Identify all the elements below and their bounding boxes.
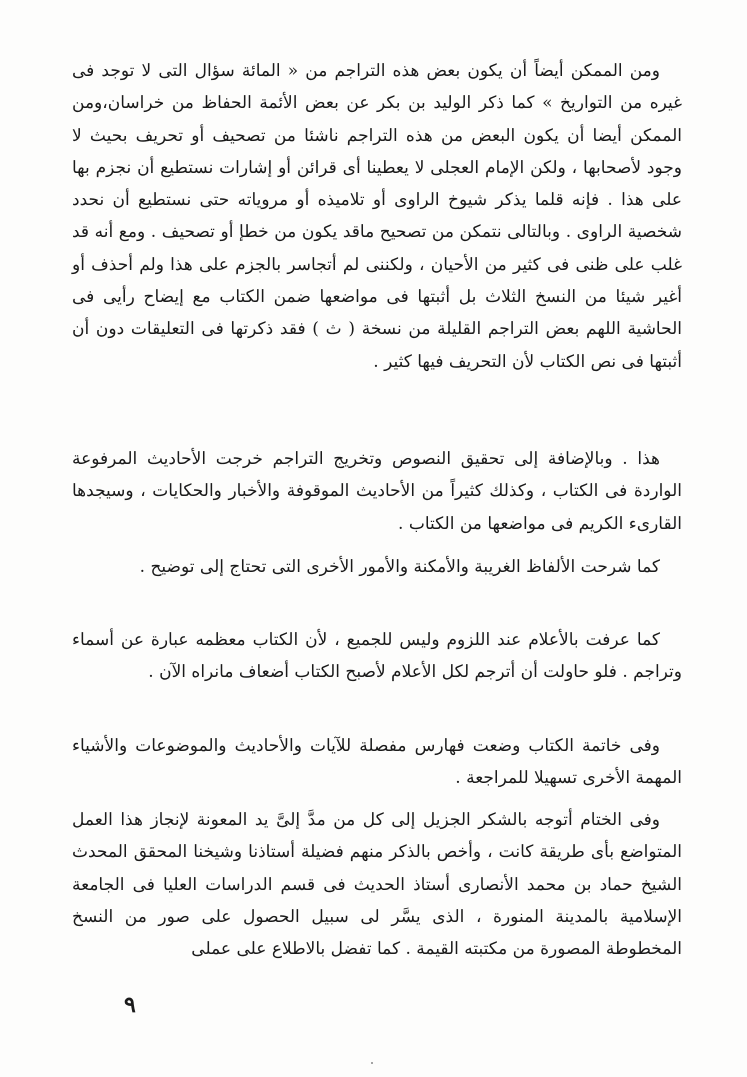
paragraph-6: وفى الختام أتوجه بالشكر الجزيل إلى كل من مدَّ إلىَّ يد المعونة لإنجاز هذا العمل المتواضع بأى طريقة كانت ، وأخص بالذكر منهم فضيلة أستاذنا وشيخنا المحقق المحدث الشيخ حماد بن محمد الأنصارى أستاذ الحديث فى قسم الدراسات العليا فى الجامعة الإسلامية بالمدينة المنورة ، الذى يسَّر لى سبيل الحصول على صور من النسخ المخطوطة المصورة من مكتبته القيمة . كما تفضل بالاطلاع على عملى [72,810,682,960]
scan-speck [371,1062,373,1064]
page-number: ٩ [124,992,136,1018]
paragraph-5: وفى خاتمة الكتاب وضعت فهارس مفصلة للآيات والأحاديث والموضوعات والأشياء المهمة الأخرى تسهيلا للمراجعة . [72,736,682,789]
paragraph-1: ومن الممكن أيضاً أن يكون بعض هذه التراجم من « المائة سؤال التى لا توجد فى غيره من التواريخ » كما ذكر الوليد بن بكر عن بعض الأئمة الحفاظ من خراسان،ومن الممكن أيضا أن يكون البعض من هذه التراجم ناشئا من تصحيف أو تحريف بحيث لا وجود لأصحابها ، ولكن الإمام العجلى لا يعطينا أى قرائن أو إشارات نستطيع أن نجزم بها على هذا . فإنه قلما يذكر شيوخ الراوى أو تلاميذه أو مروياته حتى نستطيع أن نحدد شخصية الراوى . وبالتالى نتمكن من تصحيح ماقد يكون من خطإ أو تصحيف . ومع أنه قد غلب على ظنى فى كثير من الأحيان ، ولكننى لم أتجاسر بالجزم على هذا ولم أحذف أو أغير شيئا من النسخ الثلاث بل أثبتها فى مواضعها ضمن الكتاب مع إيضاح رأيى فى الحاشية اللهم بعض التراجم القليلة من نسخة ( ث ) فقد ذكرتها فى التعليقات دون أن أثبتها فى نص الكتاب لأن التحريف فيها كثير . [72,61,682,372]
paragraph-2: هذا . وبالإضافة إلى تحقيق النصوص وتخريج التراجم خرجت الأحاديث المرفوعة الواردة فى الكتاب ، وكذلك كثيراً من الأحاديث الموقوفة والأخبار والحكايات ، وسيجدها القارىء الكريم فى مواضعها من الكتاب . [72,449,682,534]
paragraph-4: كما عرفت بالأعلام عند اللزوم وليس للجميع ، لأن الكتاب معظمه عبارة عن أسماء وتراجم . فلو حاولت أن أترجم لكل الأعلام لأصبح الكتاب أضعاف مانراه الآن . [72,630,682,683]
paragraph-3: كما شرحت الألفاظ الغريبة والأمكنة والأمور الأخرى التى تحتاج إلى توضيح . [139,557,660,577]
